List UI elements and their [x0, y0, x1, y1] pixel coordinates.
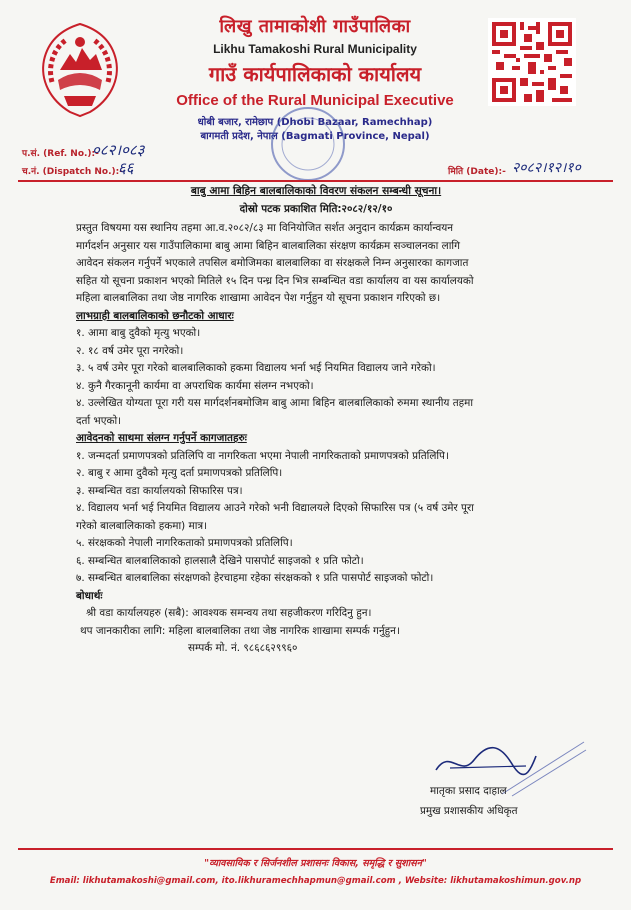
date-value: २०८२।१२।१० — [512, 160, 581, 176]
qr-code — [488, 18, 576, 106]
dispatch-label: च.नं. (Dispatch No.):- — [22, 167, 123, 177]
intro-line: मार्गदर्शन अनुसार यस गाउँपालिकामा बाबु आमा बिहिन बालबालिका संरक्षण कार्यक्रम सञ्चालनका लागि — [76, 239, 460, 252]
ref-value: ०८२।०८३ — [92, 141, 145, 159]
footer-slogan: "व्यावसायिक र सिर्जनशील प्रशासनः विकास, समृद्धि र सुशासन" — [204, 858, 427, 869]
criteria-item: २. १८ वर्ष उमेर पूरा नगरेको। — [76, 344, 184, 357]
criteria-item: दर्ता भएको। — [76, 414, 122, 427]
criteria-item: ४. उल्लेखित योग्यता पूरा गरी यस मार्गदर्शनबमोजिम बाबु आमा बिहिन बालबालिकाको रुममा स्थानीय तहमा — [76, 397, 474, 409]
doc-item: ३. सम्बन्धित वडा कार्यालयको सिफारिस पत्र। — [76, 484, 243, 497]
cc-heading: बोधार्थः — [76, 589, 103, 602]
cc-line: थप जानकारीका लागि: महिला बालबालिका तथा जेष्ठ नागरिक शाखामा सम्पर्क गर्नुहुन। — [80, 624, 400, 637]
intro-line: प्रस्तुत विषयमा यस स्थानिय तहमा आ.व.२०८२/८३ मा विनियोजित सर्शत अनुदान कार्यक्रम कार्यान्वयन — [76, 222, 454, 234]
notice-title: बाबु आमा बिहिन बालबालिकाको विवरण संकलन सम्बन्धी सूचना। — [190, 185, 442, 197]
emblem-logo — [30, 20, 130, 118]
cc-line: श्री वडा कार्यालयहरु (सबै): आवश्यक समन्वय तथा सहजीकरण गरिदिनु हुन। — [86, 607, 372, 619]
address-line-1: धोबी बजार, रामेछाप (Dhobi Bazaar, Ramechhap) — [197, 117, 433, 128]
criteria-heading: लाभग्राही बालबालिकाको छनौटको आधारः — [76, 309, 234, 322]
doc-item: ७. सम्बन्धित बालबालिका संरक्षणको हेरचाहमा रहेका संरक्षकको १ प्रति पासपोर्ट साइजको फोटो। — [76, 572, 434, 584]
signature-scribble — [430, 738, 540, 782]
doc-item: १. जन्मदर्ता प्रमाणपत्रको प्रतिलिपि वा नागरिकता भएमा नेपाली नागरिकताको प्रमाणपत्रको प्रतिलिपि। — [76, 449, 449, 462]
intro-line: सहित यो सूचना प्रकाशन भएको मितिले १५ दिन पन्ध्र दिन भित्र सम्बन्धित वडा कार्यालय वा यस कार्यालयको — [76, 274, 474, 287]
notice-subtitle: दोस्रो पटक प्रकाशित मिति:२०८२/१२/१० — [239, 203, 393, 215]
ref-label: प.सं. (Ref. No.):- — [22, 149, 99, 159]
criteria-item: ३. ५ वर्ष उमेर पूरा गरेको बालबालिकाको हकमा विद्यालय भर्ना भई नियमित विद्यालय जाने गरेको। — [76, 362, 436, 374]
dispatch-value: ६६ — [118, 159, 134, 177]
intro-line: आवेदन संकलन गर्नुपर्ने भएकाले तपसिल बमोजिमका बालबालिका वा संरक्षकले निम्न अनुसारका कागजात — [76, 257, 469, 269]
notice-body — [76, 220, 606, 658]
intro-line: महिला बालबालिका तथा जेष्ठ नागरिक शाखामा आवेदन पेश गर्नुहुन यो सूचना प्रकाशन गरिएको छ। — [76, 292, 441, 304]
doc-item: ४. विद्यालय भर्ना भई नियमित विद्यालय आउने गरेको भनी विद्यालयले दिएको सिफारिस पत्र (५ वर्ष उमेर पूरा — [76, 502, 474, 514]
footer-rule — [18, 848, 613, 850]
date-label: मिति (Date):- — [448, 167, 506, 177]
contact-number: सम्पर्क मो. नं. ९८६८६२९९६० — [188, 642, 298, 654]
criteria-item: १. आमा बाबु दुवैको मृत्यु भएको। — [76, 327, 201, 339]
office-name-np: गाउँ कार्यपालिकाको कार्यालय — [208, 62, 422, 86]
doc-item: २. बाबु र आमा दुवैको मृत्यु दर्ता प्रमाणपत्रको प्रतिलिपि। — [76, 467, 283, 479]
footer-contact: Email: likhutamakoshi@gmail.com, ito.likhuramechhapmun@gmail.com , Website: likhutamakoshimun.gov.np — [49, 876, 582, 886]
doc-item: ६. सम्बन्धित बालबालिकाको हालसालै देखिने पासपोर्ट साइजको १ प्रति फोटो। — [76, 554, 364, 567]
signatory-name: मातृका प्रसाद दाहाल — [430, 785, 507, 797]
org-name-en: Likhu Tamakoshi Rural Municipality — [213, 42, 417, 56]
office-name-en: Office of the Rural Municipal Executive — [176, 92, 454, 109]
doc-item: ५. संरक्षकको नेपाली नागरिकताको प्रमाणपत्रको प्रतिलिपि। — [76, 537, 293, 549]
criteria-item: ४. कुनै गैरकानूनी कार्यमा वा अपराधिक कार्यमा संलग्न नभएको। — [76, 379, 314, 392]
docs-heading: आवेदनको साथमा संलग्न गर्नुपर्ने कागजातहरुः — [76, 432, 247, 444]
doc-item: गरेको बालबालिकाको हकमा) मात्र। — [76, 519, 208, 532]
office-stamp — [268, 104, 348, 184]
address-line-2: बागमती प्रदेश, नेपाल (Bagmati Province, Nepal) — [200, 131, 430, 142]
header-rule — [18, 180, 613, 182]
signatory-designation: प्रमुख प्रशासकीय अधिकृत — [420, 805, 518, 817]
org-name-np: लिखु तामाकोशी गाउँपालिका — [219, 16, 411, 37]
